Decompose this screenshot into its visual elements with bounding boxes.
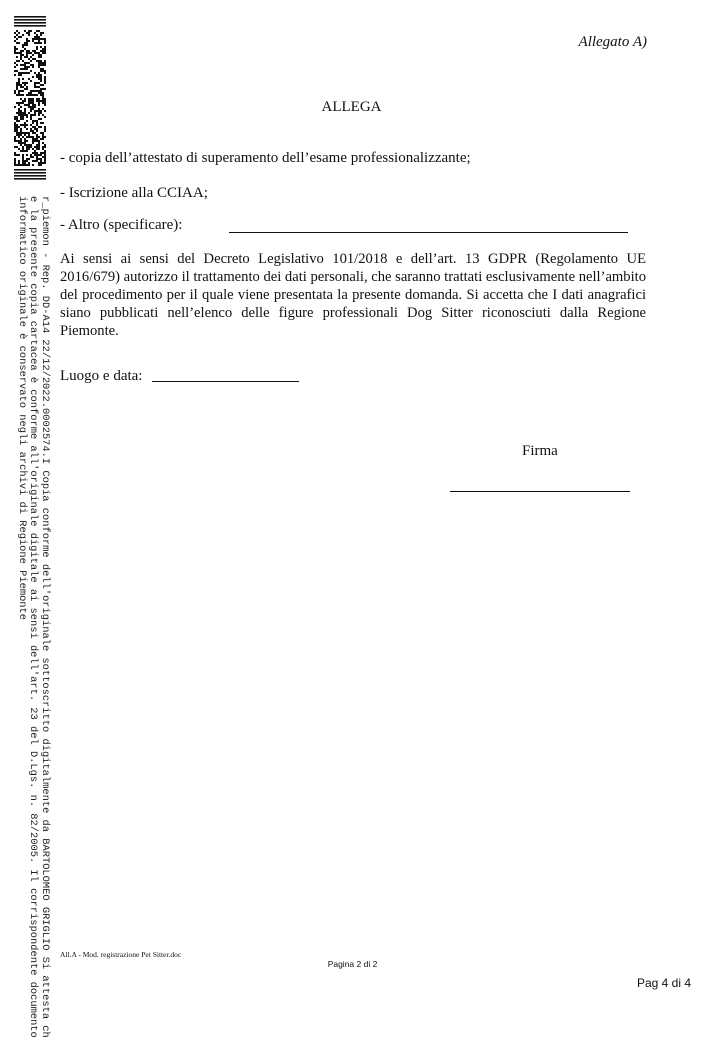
page-title: ALLEGA (321, 99, 382, 115)
stamp-line-1: r_piemon - Rep. DD-A14 22/12/2022.0002574.I Copia conforme dell'originale sottoscritto digitalmente da BARTOLOMEO GRIGLIO Si attesta ch (39, 196, 51, 1038)
footer-inner-page-number: Pagina 2 di 2 (327, 959, 378, 969)
annex-label: Allegato A) (578, 34, 647, 50)
stamp-line-3: informatico originale è conservato negli archivi di Regione Piemonte (16, 196, 28, 621)
privacy-paragraph: Ai sensi ai sensi del Decreto Legislativo 101/2018 e dell’art. 13 GDPR (Regolamento UE 2016/679) autorizzo il trattamento dei dati personali, che saranno trattati esclusivamente nell’ambito del procedimento per il quale viene presentata la presente domanda. Si accetta che I dati anagrafici siano pubblicati nell’elenco delle figure professionali Dog Sitter riconosciuti dalla Regione Piemonte. (60, 251, 646, 339)
item-attestato: - copia dell’attestato di superamento dell’esame professionalizzante; (60, 150, 471, 166)
signature-label: Firma (522, 443, 558, 459)
item-altro: - Altro (specificare): (60, 217, 183, 233)
signature-field[interactable] (450, 491, 630, 492)
item-cciaa: - Iscrizione alla CCIAA; (60, 185, 208, 201)
altro-specify-field[interactable] (229, 232, 628, 233)
footer-document-name: All.A - Mod. registrazione Pet Sitter.doc (60, 950, 182, 959)
footer-outer-page-number: Pag 4 di 4 (636, 976, 691, 990)
stamp-line-2: e la presente copia cartacea è conforme all'originale digitale ai sensi dell'art. 23 del D.Lgs. n. 82/2005. Il corrispondente documento (27, 196, 40, 1038)
place-date-label: Luogo e data: (60, 368, 143, 384)
place-date-field[interactable] (152, 381, 299, 382)
side-conformity-stamp (14, 196, 51, 1038)
